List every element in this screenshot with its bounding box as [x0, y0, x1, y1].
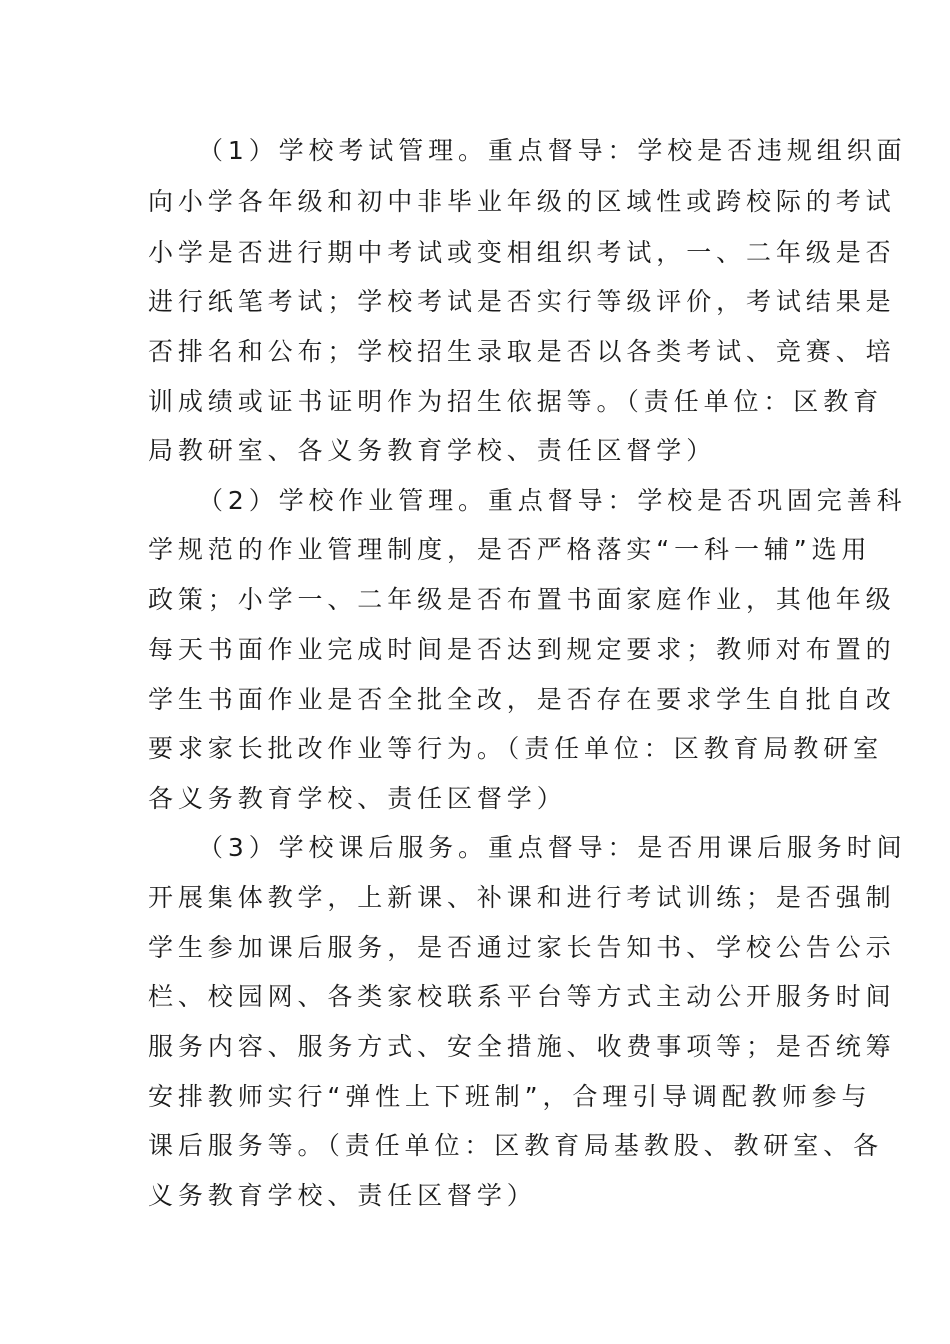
- text-line: 学规范的作业管理制度，是否严格落实“一科一辅”选用: [148, 535, 872, 564]
- text-line: 服务内容、服务方式、安全措施、收费事项等；是否统筹: [148, 1032, 896, 1061]
- text-line: 栏、校园网、各类家校联系平台等方式主动公开服务时间: [148, 982, 896, 1011]
- text-line: 义务教育学校、责任区督学）: [148, 1181, 537, 1210]
- text-line: 否排名和公布；学校招生录取是否以各类考试、竞赛、培: [148, 337, 896, 366]
- text-line: 开展集体教学，上新课、补课和进行考试训练；是否强制: [148, 883, 896, 912]
- text-line: 小学是否进行期中考试或变相组织考试，一、二年级是否: [148, 238, 896, 267]
- text-line: 进行纸笔考试；学校考试是否实行等级评价，考试结果是: [148, 287, 896, 316]
- text-line: 局教研室、各义务教育学校、责任区督学）: [148, 436, 717, 465]
- text-line: 要求家长批改作业等行为。（责任单位：区教育局教研室: [148, 734, 884, 763]
- text-line: 学生书面作业是否全批全改，是否存在要求学生自批自改: [148, 685, 896, 714]
- text-line: 训成绩或证书证明作为招生依据等。（责任单位：区教育: [148, 387, 884, 416]
- text-line: （1）学校考试管理。重点督导：学校是否违规组织面: [198, 136, 907, 165]
- text-line: 学生参加课后服务，是否通过家长告知书、学校公告公示: [148, 933, 896, 962]
- text-line: （2）学校作业管理。重点督导：学校是否巩固完善科: [198, 486, 907, 515]
- text-line: 安排教师实行“弹性上下班制”，合理引导调配教师参与: [148, 1082, 872, 1111]
- text-line: 每天书面作业完成时间是否达到规定要求；教师对布置的: [148, 635, 896, 664]
- text-line: 政策；小学一、二年级是否布置书面家庭作业，其他年级: [148, 585, 896, 614]
- text-line: 课后服务等。（责任单位：区教育局基教股、教研室、各: [148, 1131, 884, 1160]
- text-line: 向小学各年级和初中非毕业年级的区域性或跨校际的考试: [148, 187, 896, 216]
- text-line: 各义务教育学校、责任区督学）: [148, 784, 567, 813]
- text-line: （3）学校课后服务。重点督导：是否用课后服务时间: [198, 833, 907, 862]
